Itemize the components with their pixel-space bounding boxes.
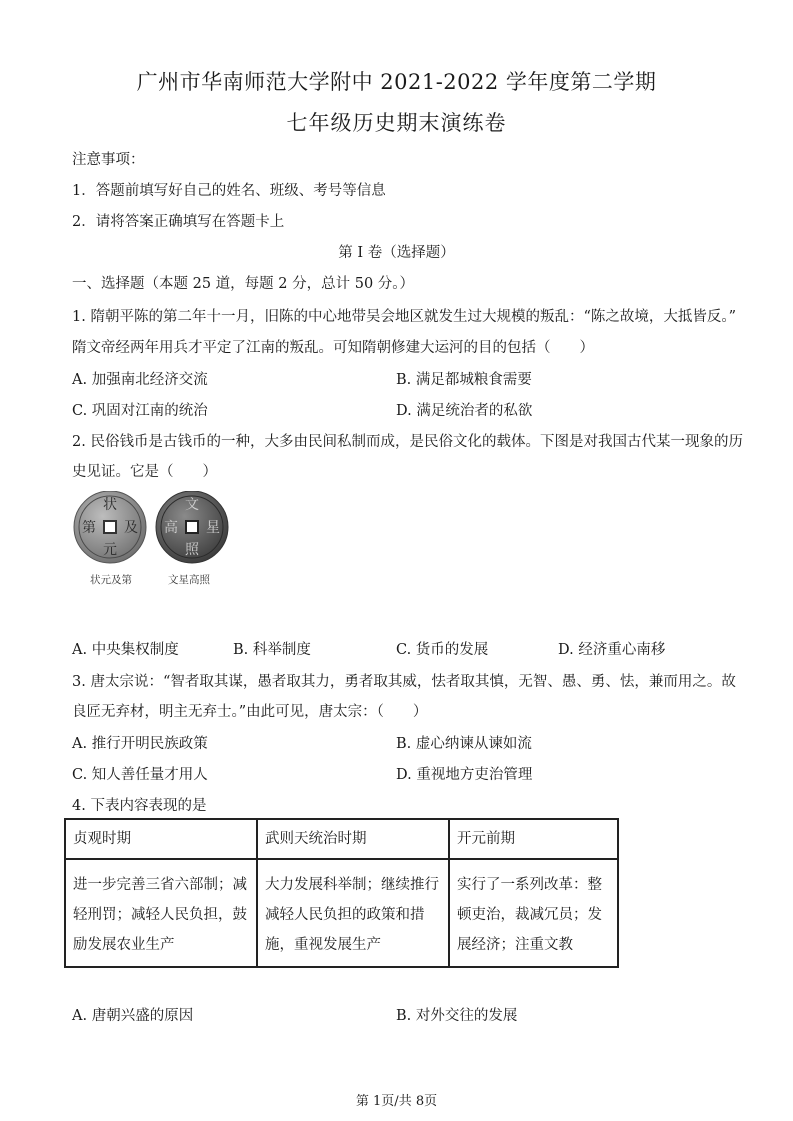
q4-table-cell-3: 实行了一系列改革：整顿吏治，裁减冗员；发展经济；注重文教 <box>449 859 618 967</box>
q1-stem-line2: 隋文帝经两年用兵才平定了江南的叛乱。可知隋朝修建大运河的目的包括（ ） <box>72 340 594 356</box>
q3-stem-line2: 良匠无弃材，明主无弃士。”由此可见，唐太宗：（ ） <box>72 704 428 720</box>
coin1-char-right: 及 <box>124 520 138 536</box>
q2-option-d: D. 经济重心南移 <box>558 642 666 658</box>
coin1-char-left: 第 <box>82 520 96 536</box>
q2-option-b: B. 科举制度 <box>233 642 311 658</box>
q4-table-header-1: 贞观时期 <box>65 819 257 859</box>
q3-option-b: B. 虚心纳谏从谏如流 <box>396 736 532 752</box>
notes-item-1: 1．答题前填写好自己的姓名、班级、考号等信息 <box>72 183 386 199</box>
q2-stem-line1: 2. 民俗钱币是古钱币的一种，大多由民间私制而成，是民俗文化的载体。下图是对我国古代某一现象的历 <box>72 434 743 450</box>
q4-table-cell-1: 进一步完善三省六部制；减轻刑罚；减轻人民负担，鼓励发展农业生产 <box>65 859 257 967</box>
exam-title-line2: 七年级历史期末演练卷 <box>286 111 507 135</box>
coin2-char-right: 星 <box>206 520 220 536</box>
q1-option-b: B. 满足都城粮食需要 <box>396 372 532 388</box>
q3-option-d: D. 重视地方吏治管理 <box>396 767 533 783</box>
q2-stem-line2: 史见证。它是（ ） <box>72 464 217 480</box>
q4-option-b: B. 对外交往的发展 <box>396 1008 518 1024</box>
section-heading: 一、选择题（本题 25 道，每题 2 分，总计 50 分。） <box>72 276 415 292</box>
coin1-char-bottom: 元 <box>103 542 117 558</box>
q3-option-c: C. 知人善任量才用人 <box>72 767 208 783</box>
coin2-char-left: 高 <box>164 520 178 536</box>
coin1-char-top: 状 <box>103 497 117 513</box>
q3-stem-line1: 3. 唐太宗说：“智者取其谋，愚者取其力，勇者取其威，怯者取其慎，无智、愚、勇、怯，兼而用之。故 <box>72 674 736 690</box>
notes-item-2: 2．请将答案正确填写在答题卡上 <box>72 214 285 230</box>
coin2-caption: 文星高照 <box>168 574 210 586</box>
coin2-char-bottom: 照 <box>185 542 199 558</box>
q1-option-c: C. 巩固对江南的统治 <box>72 403 208 419</box>
exam-title-line1: 广州市华南师范大学附中 2021-2022 学年度第二学期 <box>136 70 657 94</box>
q4-table-header-2: 武则天统治时期 <box>257 819 449 859</box>
q4-table-header-3: 开元前期 <box>449 819 618 859</box>
q4-option-a: A. 唐朝兴盛的原因 <box>72 1008 194 1024</box>
q4-table <box>64 818 619 968</box>
q3-option-a: A. 推行开明民族政策 <box>72 736 208 752</box>
q4-table-cell-2: 大力发展科举制；继续推行减轻人民负担的政策和措施，重视发展生产 <box>257 859 449 967</box>
q4-stem: 4. 下表内容表现的是 <box>72 798 207 814</box>
coin2-char-top: 文 <box>185 497 199 513</box>
coin-zhuangyuan-jidi <box>74 491 146 563</box>
q2-option-a: A. 中央集权制度 <box>72 642 179 658</box>
coin-wenxing-gaozhao <box>156 491 228 563</box>
q2-option-c: C. 货币的发展 <box>396 642 489 658</box>
q1-stem-line1: 1. 隋朝平陈的第二年十一月，旧陈的中心地带吴会地区就发生过大规模的叛乱：“陈之故境，大抵皆反。” <box>72 309 737 325</box>
volume-heading: 第 I 卷（选择题） <box>338 245 455 261</box>
q1-option-d: D. 满足统治者的私欲 <box>396 403 533 419</box>
coin1-caption: 状元及第 <box>90 574 132 586</box>
page-number: 第 1页/共 8页 <box>355 1094 438 1109</box>
notes-heading: 注意事项： <box>72 152 145 168</box>
q1-option-a: A. 加强南北经济交流 <box>72 372 208 388</box>
